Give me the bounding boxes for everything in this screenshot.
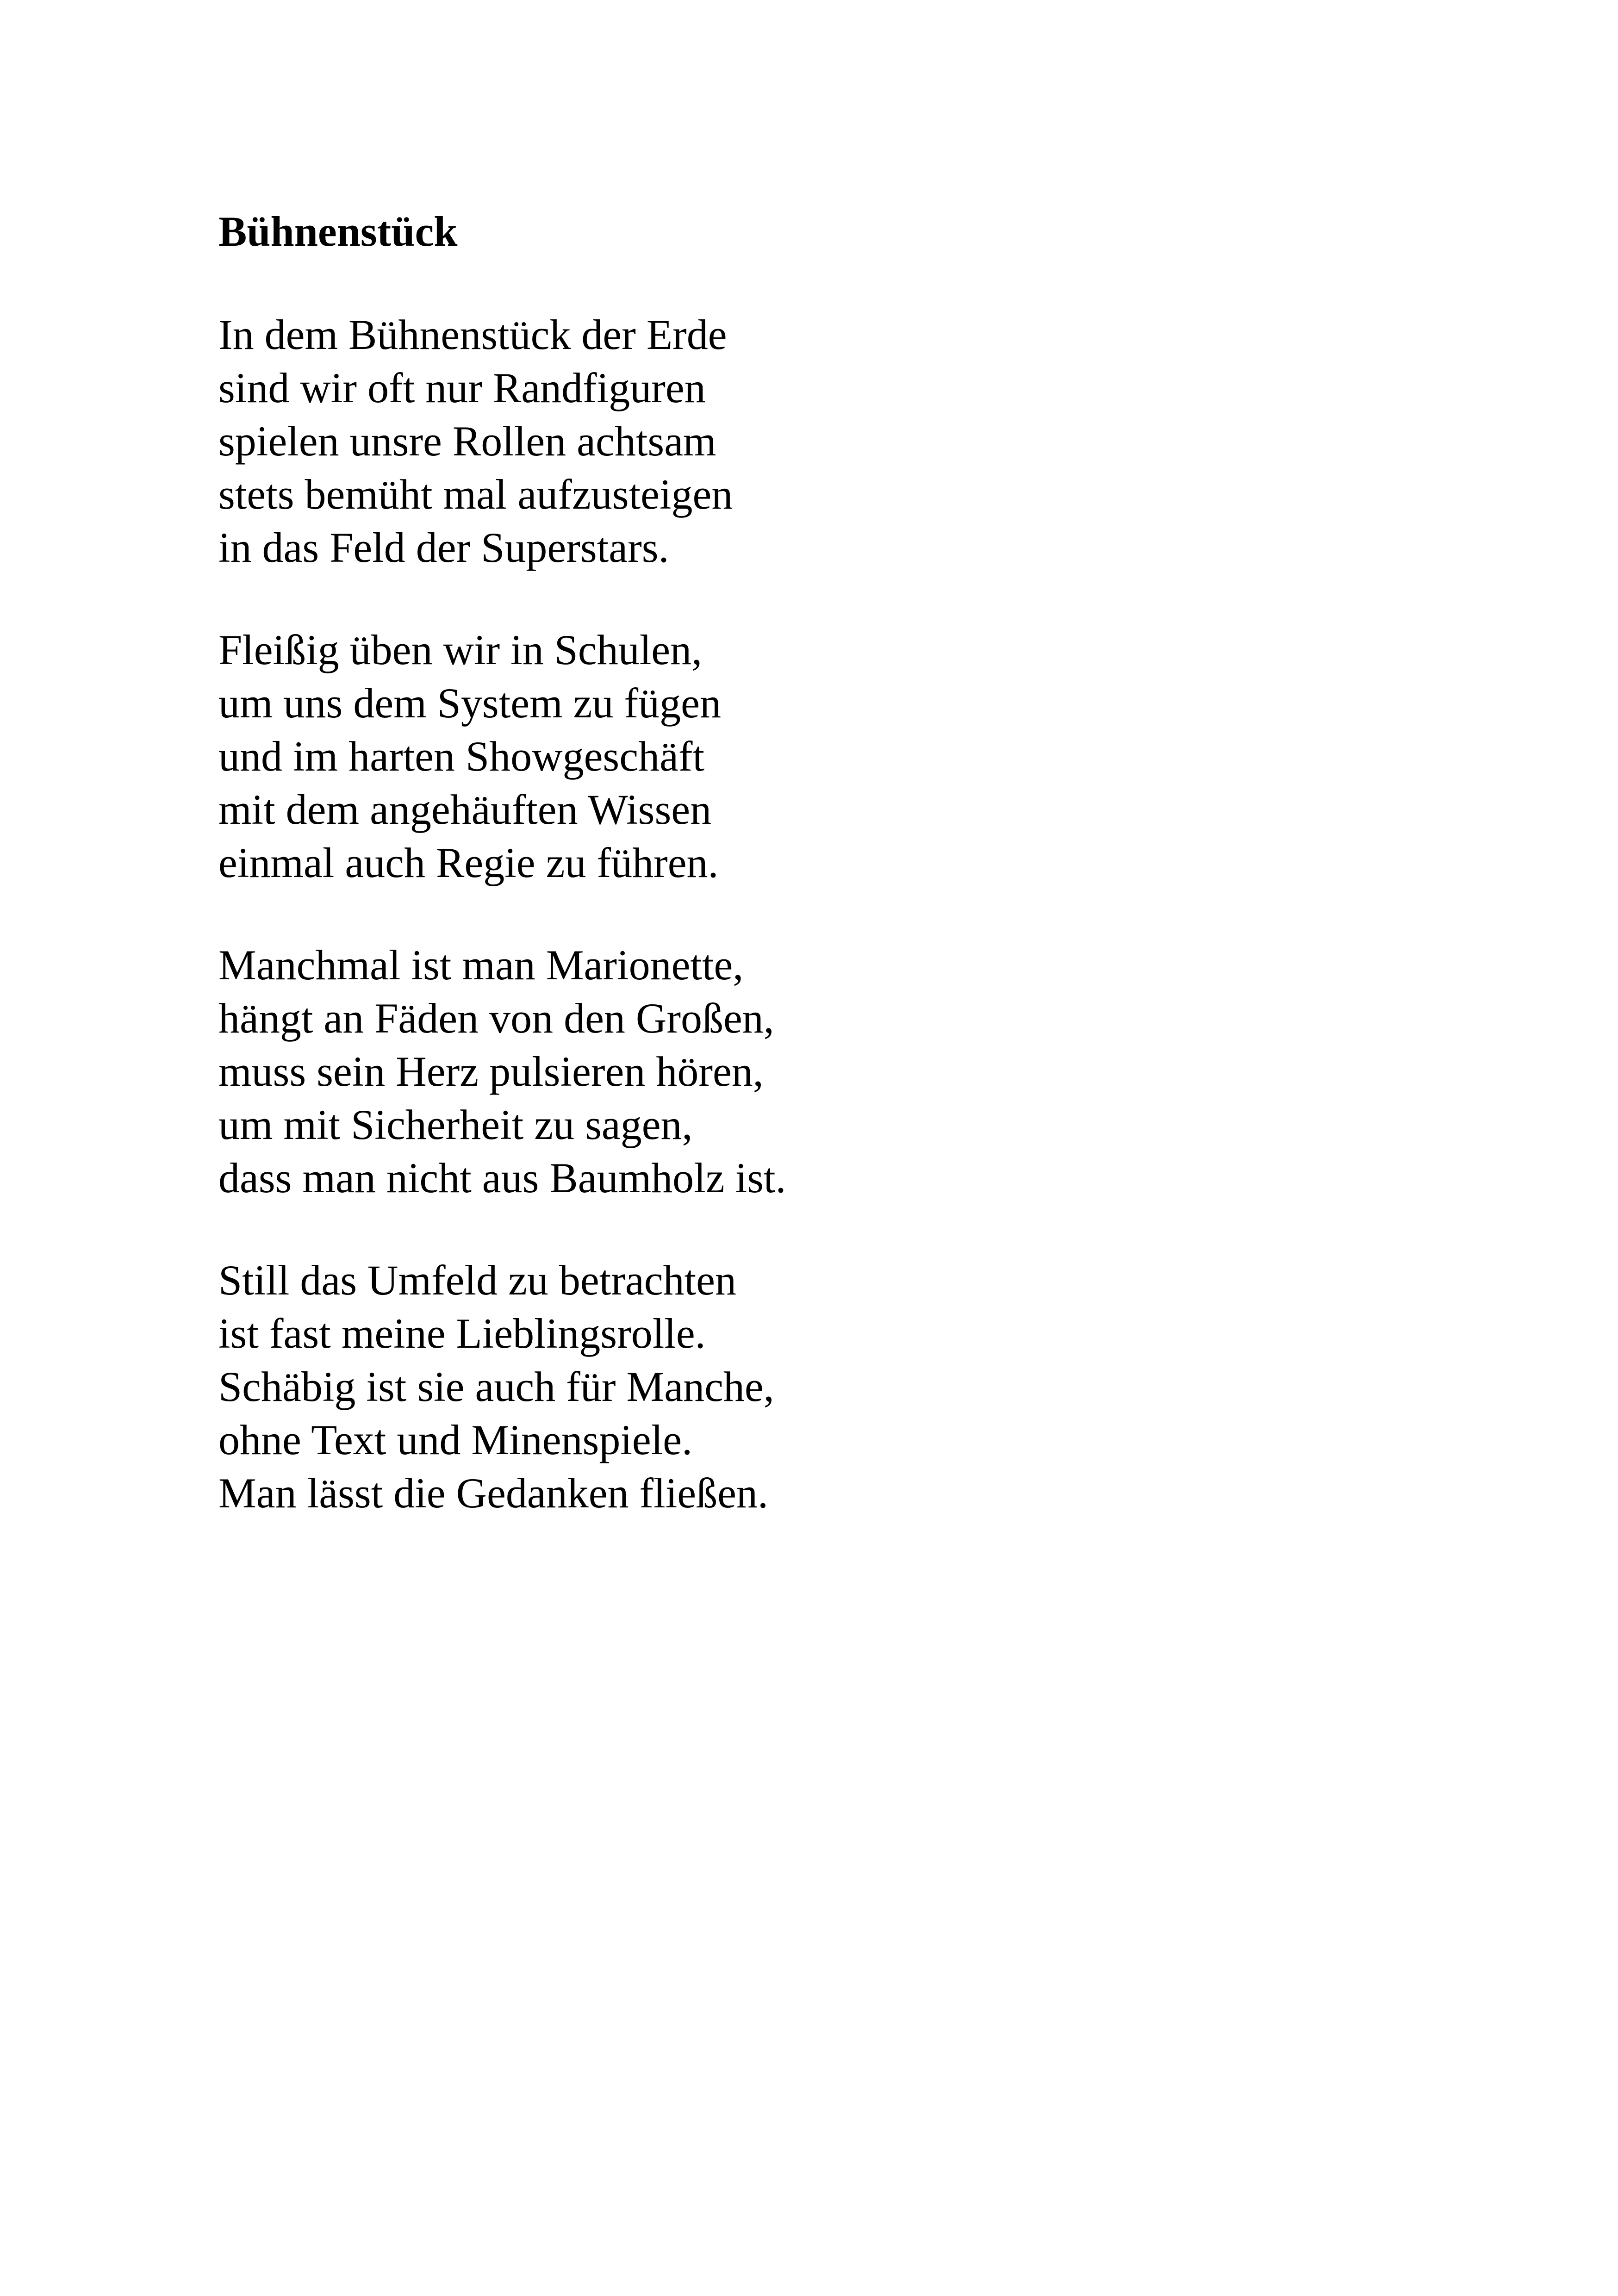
stanza-3 [218, 939, 1329, 1205]
poem [218, 204, 1329, 1520]
verse-line: mit dem angehäuften Wissen [218, 786, 712, 833]
stanza-2 [218, 623, 1329, 890]
verse-line: um mit Sicherheit zu sagen, [218, 1101, 693, 1148]
verse-line: und im harten Showgeschäft [218, 733, 705, 780]
verse-line: ohne Text und Minenspiele. [218, 1416, 693, 1463]
stanza-4 [218, 1254, 1329, 1520]
verse-line: Still das Umfeld zu betrachten [218, 1257, 737, 1304]
stanza-1 [218, 308, 1329, 574]
poem-title: Bühnenstück [218, 208, 458, 255]
verse-line: einmal auch Regie zu führen. [218, 839, 719, 886]
verse-line: stets bemüht mal aufzusteigen [218, 471, 733, 518]
verse-line: In dem Bühnenstück der Erde [218, 311, 727, 358]
verse-line: in das Feld der Superstars. [218, 524, 669, 571]
verse-line: dass man nicht aus Baumholz ist. [218, 1154, 786, 1201]
verse-line: ist fast meine Lieblingsrolle. [218, 1310, 706, 1357]
verse-line: spielen unsre Rollen achtsam [218, 417, 716, 465]
verse-line: Manchmal ist man Marionette, [218, 941, 744, 989]
verse-line: sind wir oft nur Randfiguren [218, 364, 706, 411]
verse-line: Fleißig üben wir in Schulen, [218, 626, 703, 673]
verse-line: muss sein Herz pulsieren hören, [218, 1048, 764, 1095]
verse-line: Schäbig ist sie auch für Manche, [218, 1363, 774, 1410]
verse-line: um uns dem System zu fügen [218, 679, 721, 727]
verse-line: Man lässt die Gedanken fließen. [218, 1469, 768, 1517]
verse-line: hängt an Fäden von den Großen, [218, 995, 774, 1042]
